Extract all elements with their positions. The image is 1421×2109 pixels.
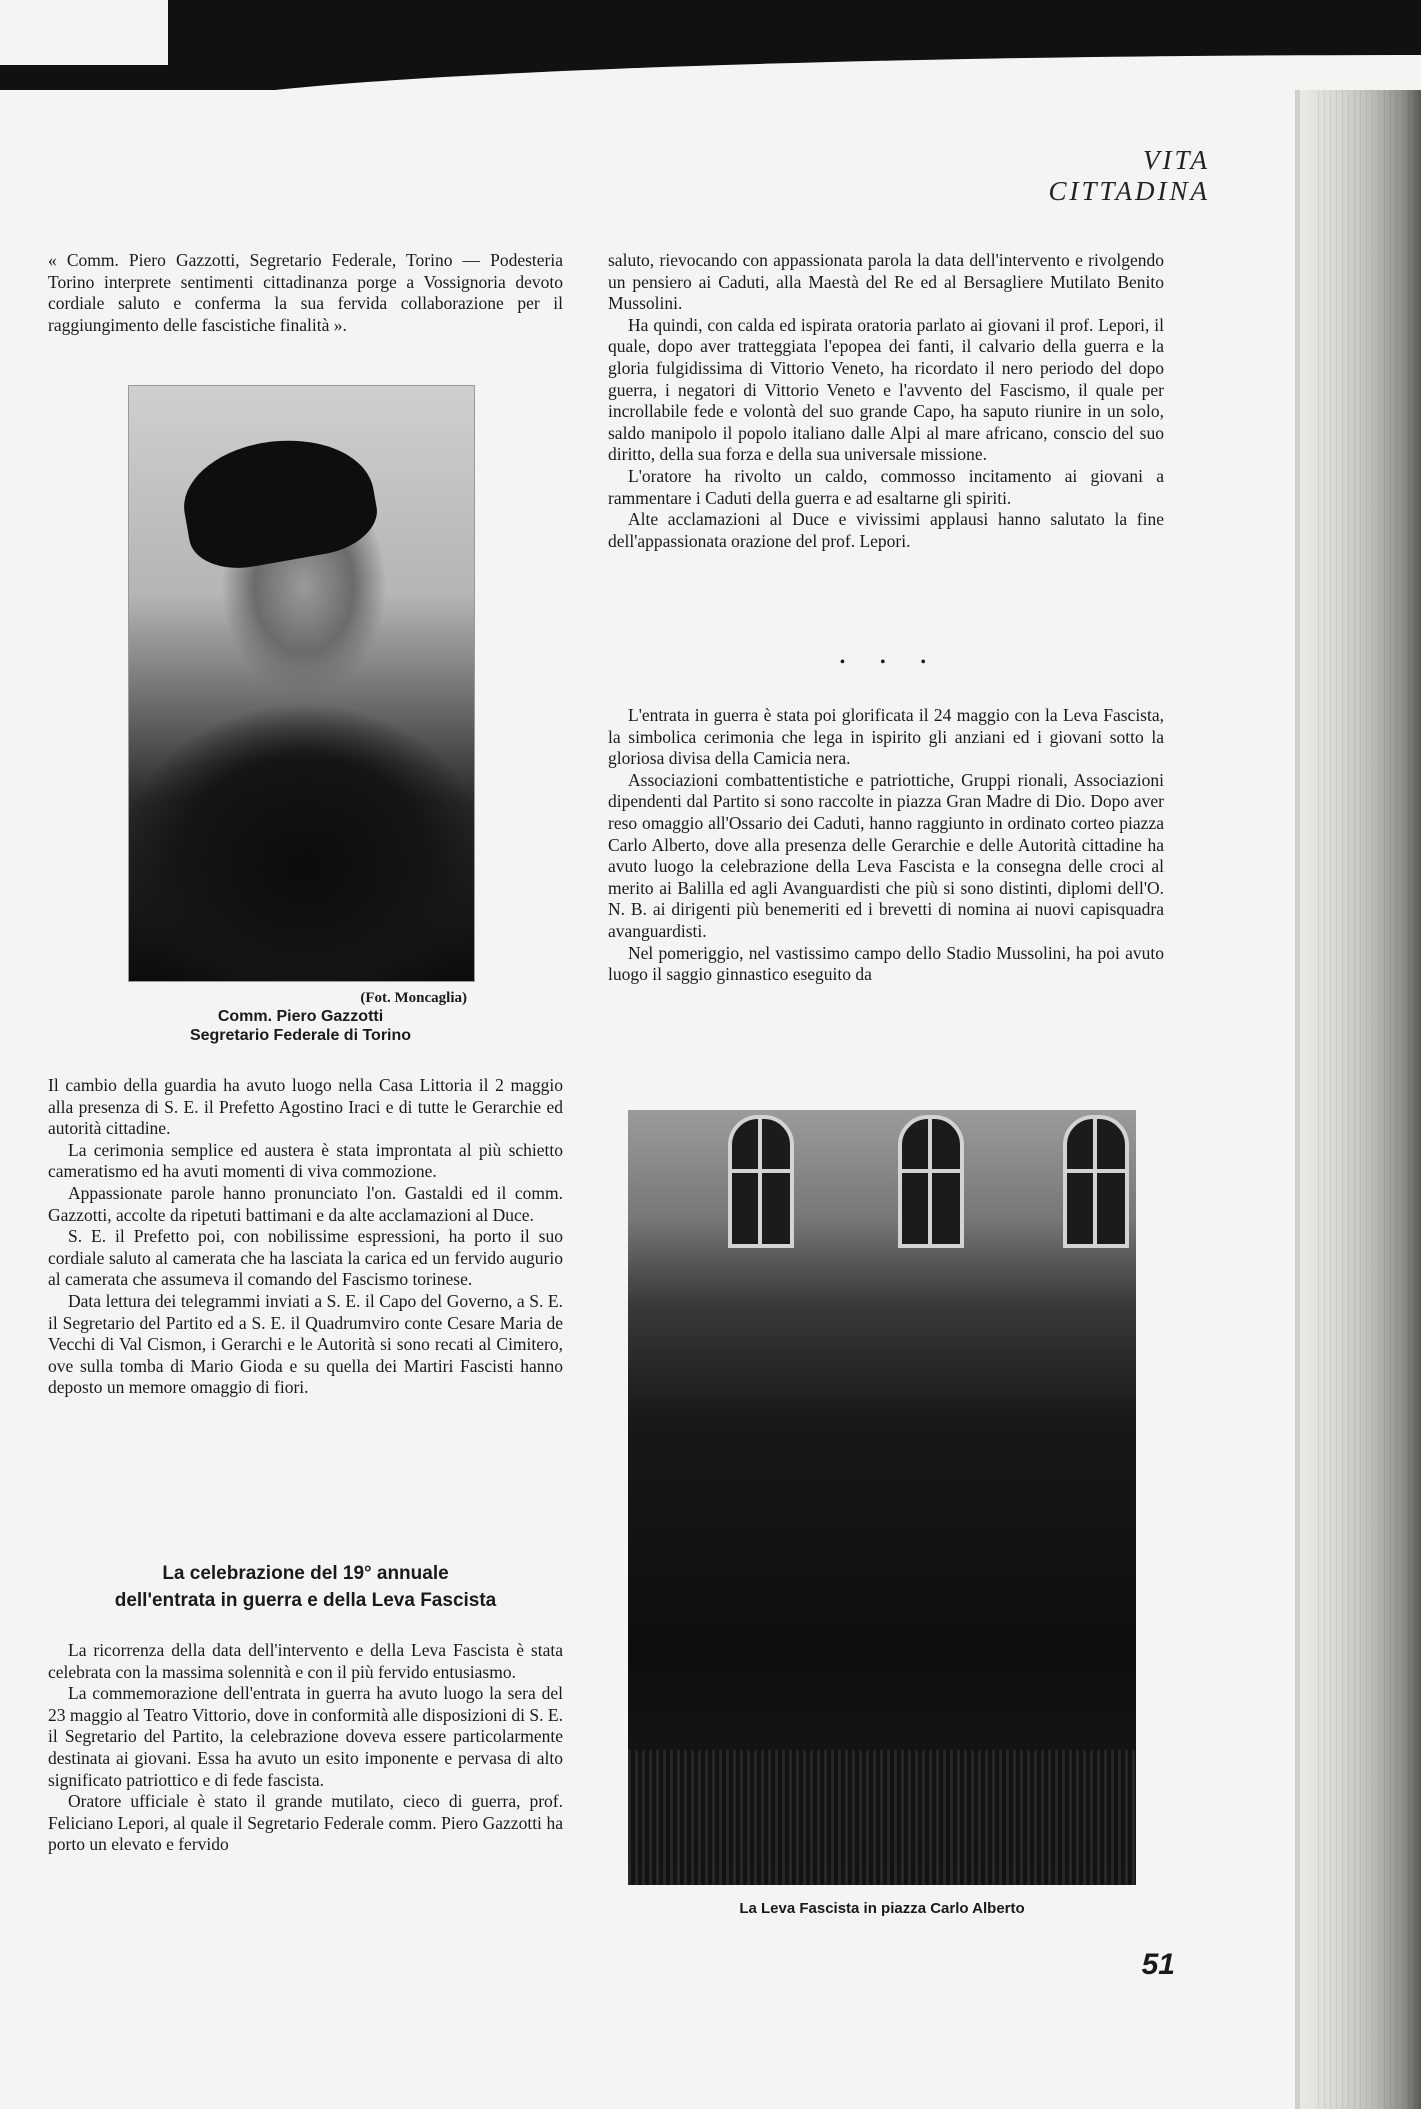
portrait-photo: [128, 385, 475, 982]
paragraph: S. E. il Prefetto poi, con nobilissime espressioni, ha porto il suo cordiale saluto al camerata che ha lasciata la carica ed un fervido augurio al camerata che assumeva il comando del Fascismo torinese.: [48, 1226, 563, 1290]
photo-credit: (Fot. Moncaglia): [360, 990, 467, 1006]
piazza-caption: La Leva Fascista in piazza Carlo Alberto: [739, 1900, 1025, 1917]
section-title-line: La celebrazione del 19° annuale: [162, 1563, 449, 1584]
paragraph: Ha quindi, con calda ed ispirata oratoria parlato ai giovani il prof. Lepori, il quale, dopo aver tratteggiata l'epopea dei fanti, il calvario della guerra e la gloria fulgidissima di Vittorio Veneto, ha ricordato il nero periodo del dopo guerra, i negatori di Vittorio Veneto e l'avvento del Fascismo, il quale per incrollabile fede e volontà del suo grande Capo, ha saputo riunire in un solo, saldo manipolo il popolo italiano dalle Alpi al mare africano, conscio del suo diritto, della sua forza e della sua universale missione.: [608, 314, 1164, 465]
paragraph: L'oratore ha rivolto un caldo, commosso incitamento ai giovani a rammentare i Caduti della guerra e ad esaltarne gli spiriti.: [608, 465, 1164, 508]
paragraph: La ricorrenza della data dell'intervento e della Leva Fascista è stata celebrata con la massima solennità e con il più fervido entusiasmo.: [48, 1640, 563, 1682]
caption-role: Segretario Federale di Torino: [189, 1027, 412, 1044]
paragraph: La commemorazione dell'entrata in guerra ha avuto luogo la sera del 23 maggio al Teatro Vittorio, dove in conformità alle disposizioni di S. E. il Segretario del Partito, la celebrazione doveva essere particolarmente destinata ai giovani. Essa ha avuto un esito imponente e pervasa di alto significato patriottico e di fede fascista.: [48, 1683, 563, 1790]
paragraph: Data lettura dei telegrammi inviati a S. E. il Capo del Governo, a S. E. il Segretario del Partito ed a S. E. il Quadrumviro conte Cesare Maria de Vecchi di Val Cismon, i Gerarchi e le Autorità si sono recati al Cimitero, ove sulla tomba di Mario Gioda e su quella dei Martiri Fascisti hanno deposto un memore omaggio di fiori.: [48, 1290, 563, 1398]
page-top-corner: [0, 0, 168, 65]
paragraph: Appassionate parole hanno pronunciato l'on. Gastaldi ed il comm. Gazzotti, accolte da ripetuti battimani e da alte acclamazioni al Duce.: [48, 1182, 563, 1225]
arched-window: [1063, 1115, 1129, 1248]
paragraph: L'entrata in guerra è stata poi glorificata il 24 maggio con la Leva Fascista, la simbolica cerimonia che lega in ispirito gli anziani ed i giovani sotto la gloriosa divisa della Camicia nera.: [608, 705, 1164, 769]
paragraph: La cerimonia semplice ed austera è stata improntata al più schietto cameratismo ed ha avuti momenti di viva commozione.: [48, 1139, 563, 1182]
paragraph: Nel pomeriggio, nel vastissimo campo dello Stadio Mussolini, ha poi avuto luogo il saggio ginnastico eseguito da: [608, 942, 1164, 985]
page-number: 51: [1141, 1948, 1175, 1981]
arched-window: [898, 1115, 964, 1248]
paragraph: Oratore ufficiale è stato il grande mutilato, cieco di guerra, prof. Feliciano Lepori, al quale il Segretario Federale comm. Piero Gazzotti ha porto un elevato e fervido: [48, 1791, 563, 1855]
portrait-caption: [128, 990, 473, 1045]
left-column-telegram: [48, 250, 563, 336]
caption-name: Comm. Piero Gazzotti: [217, 1008, 384, 1025]
paragraph: Il cambio della guardia ha avuto luogo nella Casa Littoria il 2 maggio alla presenza di S. E. il Prefetto Agostino Iraci e di tutte le Gerarchie ed autorità cittadine.: [48, 1075, 563, 1139]
left-column-ceremony: [48, 1075, 563, 1399]
section-separator: • • •: [840, 655, 942, 670]
piazza-photo: [628, 1110, 1136, 1885]
paragraph: Alte acclamazioni al Duce e vivissimi applausi hanno salutato la fine dell'appassionata orazione del prof. Lepori.: [608, 509, 1164, 551]
telegram-paragraph: « Comm. Piero Gazzotti, Segretario Federale, Torino — Podesteria Torino interprete sentimenti cittadinanza porge a Vossignoria devoto cordiale saluto e conferma la sua fervida collaborazione per il raggiungimento delle fascistiche finalità ».: [48, 250, 563, 335]
running-header: VITA CITTADINA: [1048, 145, 1210, 206]
section-title: [48, 1560, 563, 1614]
right-column-leva: [608, 705, 1164, 986]
book-page-stack: [1318, 90, 1421, 2109]
paragraph: Associazioni combattentistiche e patriottiche, Gruppi rionali, Associazioni dipendenti dal Partito si sono raccolte in piazza Gran Madre di Dio. Dopo aver reso omaggio all'Ossario dei Caduti, hanno raggiunto in ordinato corteo piazza Carlo Alberto, dove alla presenza delle Gerarchie e delle Autorità cittadine ha avuto luogo la celebrazione della Leva Fascista e la consegna delle croci al merito ai Balilla ed agli Avanguardisti che più si sono distinti, diplomi dell'O. N. B. ai dirigenti più benemeriti ed i brevetti di nomina ai nuovi capisquadra avanguardisti.: [608, 769, 1164, 941]
section-title-line: dell'entrata in guerra e della Leva Fascista: [114, 1590, 497, 1611]
left-column-celebration: [48, 1640, 563, 1856]
right-column-speech: [608, 250, 1164, 552]
portrait-beret: [175, 425, 383, 576]
crowd: [628, 1750, 1136, 1885]
arched-window: [728, 1115, 794, 1248]
paragraph: saluto, rievocando con appassionata parola la data dell'intervento e rivolgendo un pensiero ai Caduti, alla Maestà del Re ed al Bersagliere Mutilato Benito Mussolini.: [608, 250, 1164, 314]
